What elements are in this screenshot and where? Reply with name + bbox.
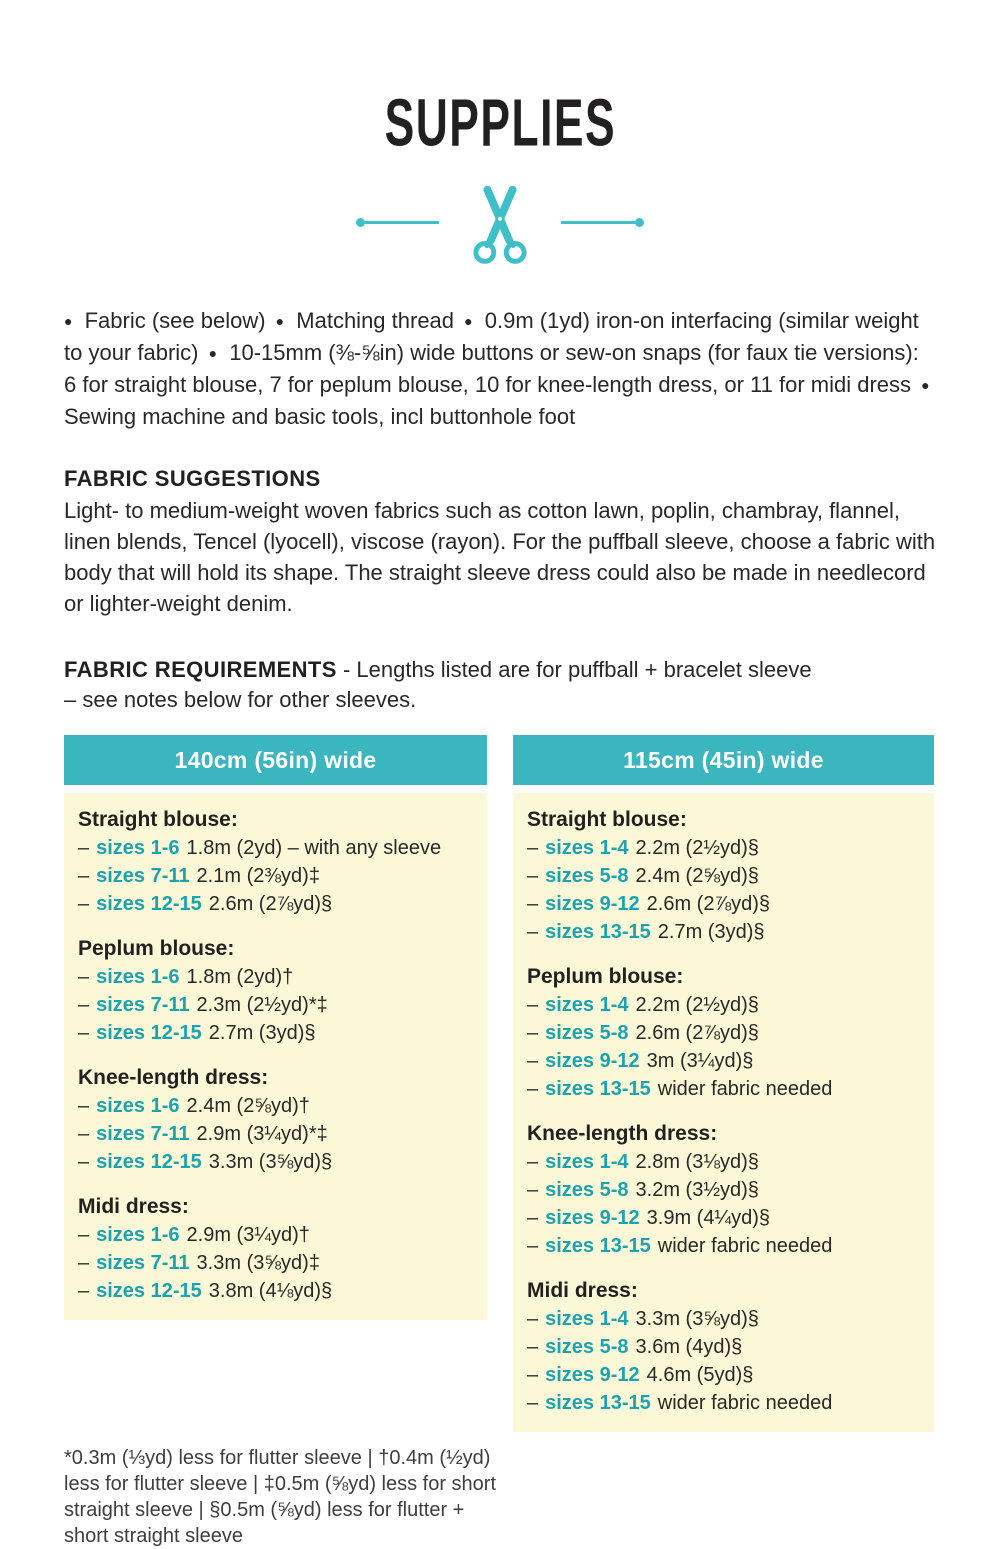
- dash: –: [78, 994, 90, 1016]
- requirement-value: 4.6m (5yd)§: [646, 1364, 754, 1386]
- sizes-label: sizes 1-4: [545, 1151, 629, 1173]
- group-title: Peplum blouse:: [78, 937, 235, 960]
- requirement-group: [527, 963, 920, 1103]
- sizes-label: sizes 13-15: [545, 1235, 651, 1257]
- requirement-value: 2.7m (3yd)§: [657, 921, 765, 943]
- requirement-value: 2.9m (3¼yd)†: [186, 1224, 310, 1246]
- page-title: SUPPLIES: [384, 84, 616, 161]
- requirements-column: [513, 735, 934, 1432]
- column-header: 140cm (56in) wide: [64, 735, 487, 785]
- dash: –: [78, 966, 90, 988]
- dash: –: [78, 1151, 90, 1173]
- requirement-row: [78, 963, 473, 991]
- dash: –: [527, 1022, 539, 1044]
- sizes-label: sizes 9-12: [545, 893, 640, 915]
- requirement-value: 1.8m (2yd)†: [186, 966, 294, 988]
- supplies-item: Matching thread: [296, 308, 455, 333]
- dash: –: [527, 1308, 539, 1330]
- fabric-requirements-heading: [64, 655, 936, 715]
- sizes-label: sizes 1-6: [96, 1095, 180, 1117]
- sizes-label: sizes 13-15: [545, 1392, 651, 1414]
- requirement-row: [527, 1176, 920, 1204]
- sizes-label: sizes 5-8: [545, 1022, 629, 1044]
- requirement-row: [527, 1389, 920, 1417]
- group-title: Peplum blouse:: [527, 965, 684, 988]
- requirement-value: 3.9m (4¼yd)§: [646, 1207, 771, 1229]
- requirement-row: [527, 834, 920, 862]
- requirement-row: [78, 1221, 473, 1249]
- dash: –: [78, 865, 90, 887]
- requirement-value: 2.6m (2⅞yd)§: [208, 893, 333, 915]
- requirement-value: 3m (3¼yd)§: [646, 1050, 754, 1072]
- requirement-value: 2.2m (2½yd)§: [635, 994, 759, 1016]
- supplies-item: Sewing machine and basic tools, incl buttonhole foot: [64, 404, 576, 429]
- dash: –: [78, 1022, 90, 1044]
- requirement-row: [527, 1204, 920, 1232]
- requirement-value: 2.8m (3⅛yd)§: [635, 1151, 759, 1173]
- group-title: Knee-length dress:: [527, 1122, 718, 1145]
- requirement-row: [527, 1232, 920, 1260]
- supplies-item: 0.9m (1yd) iron-on interfacing (similar weight to your fabric): [64, 308, 919, 365]
- sizes-label: sizes 1-6: [96, 966, 180, 988]
- requirement-row: [78, 1249, 473, 1277]
- sizes-label: sizes 9-12: [545, 1050, 640, 1072]
- requirement-value: 2.3m (2½yd)*‡: [196, 994, 328, 1016]
- requirement-row: [527, 1075, 920, 1103]
- sizes-label: sizes 7-11: [96, 865, 190, 887]
- requirement-value: 2.1m (2⅜yd)‡: [196, 865, 320, 887]
- requirement-row: [527, 1148, 920, 1176]
- requirement-value: 2.9m (3¼yd)*‡: [196, 1123, 328, 1145]
- group-title: Midi dress:: [78, 1195, 189, 1218]
- requirement-row: [78, 834, 473, 862]
- dash: –: [527, 1364, 539, 1386]
- sizes-label: sizes 12-15: [96, 1022, 202, 1044]
- dash: –: [527, 1207, 539, 1229]
- dash: –: [527, 837, 539, 859]
- fabric-requirements-title: FABRIC REQUIREMENTS: [64, 657, 337, 682]
- sizes-label: sizes 13-15: [545, 1078, 651, 1100]
- requirement-row: [527, 890, 920, 918]
- bullet-icon: ●: [275, 313, 285, 329]
- group-title: Straight blouse:: [527, 808, 687, 831]
- requirement-row: [527, 862, 920, 890]
- requirement-value: wider fabric needed: [657, 1078, 833, 1100]
- requirement-group: [527, 1120, 920, 1260]
- dash: –: [78, 1252, 90, 1274]
- fabric-suggestions-body: Light- to medium-weight woven fabrics such as cotton lawn, poplin, chambray, flannel, linen blends, Tencel (lyocell), viscose (rayon). For the puffball sleeve, choose a fabric with body that will hold its shape. The straight sleeve dress could also be made in needlecord or lighter-weight denim.: [64, 498, 936, 616]
- dash: –: [78, 893, 90, 915]
- dash: –: [527, 1179, 539, 1201]
- requirement-row: [78, 1120, 473, 1148]
- sizes-label: sizes 5-8: [545, 1336, 629, 1358]
- requirement-row: [78, 890, 473, 918]
- supplies-page: [0, 84, 1000, 1547]
- sizes-label: sizes 12-15: [96, 893, 202, 915]
- divider-dot-left: [356, 218, 365, 227]
- bullet-icon: ●: [64, 313, 73, 329]
- dash: –: [527, 1235, 539, 1257]
- dash: –: [78, 1095, 90, 1117]
- divider-dot-right: [635, 218, 644, 227]
- sizes-label: sizes 12-15: [96, 1151, 202, 1173]
- group-title: Straight blouse:: [78, 808, 238, 831]
- column-panel: [513, 793, 934, 1432]
- column-panel: [64, 793, 487, 1320]
- requirement-value: 2.7m (3yd)§: [208, 1022, 316, 1044]
- sizes-label: sizes 5-8: [545, 865, 629, 887]
- requirement-value: 2.6m (2⅞yd)§: [635, 1022, 759, 1044]
- dash: –: [527, 1336, 539, 1358]
- supplies-item: 10-15mm (⅜-⅝in) wide buttons or sew-on snaps (for faux tie versions): 6 for straight blouse, 7 for peplum blouse, 10 for knee-length dress, or 11 for midi dress: [64, 340, 919, 397]
- sizes-label: sizes 1-4: [545, 1308, 629, 1330]
- dash: –: [78, 1280, 90, 1302]
- requirement-group: [78, 1193, 473, 1305]
- requirement-value: 1.8m (2yd) – with any sleeve: [186, 837, 442, 859]
- requirement-group: [78, 935, 473, 1047]
- requirement-row: [78, 1092, 473, 1120]
- dash: –: [527, 1078, 539, 1100]
- requirement-row: [527, 1333, 920, 1361]
- dash: –: [527, 921, 539, 943]
- sizes-label: sizes 9-12: [545, 1207, 640, 1229]
- requirement-row: [527, 1019, 920, 1047]
- requirement-row: [527, 1047, 920, 1075]
- group-title: Knee-length dress:: [78, 1066, 269, 1089]
- requirement-group: [78, 806, 473, 918]
- requirement-value: 3.3m (3⅝yd)§: [208, 1151, 333, 1173]
- requirement-value: 3.3m (3⅝yd)§: [635, 1308, 759, 1330]
- sizes-label: sizes 7-11: [96, 994, 190, 1016]
- fabric-suggestions-heading: FABRIC SUGGESTIONS: [64, 466, 321, 491]
- requirement-value: 3.6m (4yd)§: [635, 1336, 743, 1358]
- requirement-value: 3.3m (3⅝yd)‡: [196, 1252, 320, 1274]
- requirement-value: 3.8m (4⅛yd)§: [208, 1280, 333, 1302]
- page-title-wrap: [64, 84, 936, 161]
- scissors-icon: [467, 186, 533, 271]
- requirement-group: [78, 1064, 473, 1176]
- sizes-label: sizes 1-4: [545, 994, 629, 1016]
- requirements-column: [64, 735, 487, 1320]
- requirements-columns: [64, 735, 936, 1432]
- requirement-value: 3.2m (3½yd)§: [635, 1179, 759, 1201]
- column-header: 115cm (45in) wide: [513, 735, 934, 785]
- requirement-row: [78, 1148, 473, 1176]
- requirement-row: [527, 1305, 920, 1333]
- requirement-row: [527, 1361, 920, 1389]
- sizes-label: sizes 1-4: [545, 837, 629, 859]
- dash: –: [527, 994, 539, 1016]
- group-title: Midi dress:: [527, 1279, 638, 1302]
- sizes-label: sizes 1-6: [96, 1224, 180, 1246]
- requirement-value: 2.4m (2⅝yd)†: [186, 1095, 310, 1117]
- requirement-row: [78, 862, 473, 890]
- requirement-group: [527, 1277, 920, 1417]
- requirement-row: [78, 1019, 473, 1047]
- sizes-label: sizes 12-15: [96, 1280, 202, 1302]
- requirement-row: [527, 991, 920, 1019]
- requirement-value: wider fabric needed: [657, 1235, 833, 1257]
- sizes-label: sizes 7-11: [96, 1252, 190, 1274]
- dash: –: [527, 1392, 539, 1414]
- supplies-item: Fabric (see below): [84, 308, 266, 333]
- supplies-paragraph: [64, 305, 936, 432]
- dash: –: [527, 865, 539, 887]
- scissors-divider: [64, 179, 936, 265]
- divider-line-left: [365, 221, 439, 224]
- dash: –: [78, 837, 90, 859]
- fabric-requirements-subtitle: - Lengths listed are for puffball + bracelet sleeve: [336, 657, 812, 682]
- bullet-icon: ●: [208, 345, 218, 361]
- dash: –: [78, 1224, 90, 1246]
- requirement-value: 2.4m (2⅝yd)§: [635, 865, 759, 887]
- requirement-value: 2.2m (2½yd)§: [635, 837, 759, 859]
- requirement-row: [78, 1277, 473, 1305]
- sizes-label: sizes 13-15: [545, 921, 651, 943]
- requirement-row: [527, 918, 920, 946]
- sizes-label: sizes 7-11: [96, 1123, 190, 1145]
- bullet-icon: ●: [464, 313, 473, 329]
- fabric-requirements-subtitle-line2: – see notes below for other sleeves.: [64, 687, 417, 712]
- requirements-footnote: *0.3m (⅓yd) less for flutter sleeve | †0.4m (½yd) less for flutter sleeve | ‡0.5m (⅝yd) less for short straight sleeve | §0.5m (⅝yd) less for flutter + short straight sleeve: [64, 1447, 497, 1547]
- divider-line-right: [561, 221, 635, 224]
- dash: –: [78, 1123, 90, 1145]
- sizes-label: sizes 1-6: [96, 837, 180, 859]
- sizes-label: sizes 9-12: [545, 1364, 640, 1386]
- dash: –: [527, 1050, 539, 1072]
- requirement-group: [527, 806, 920, 946]
- dash: –: [527, 1151, 539, 1173]
- requirement-value: 2.6m (2⅞yd)§: [646, 893, 771, 915]
- requirement-value: wider fabric needed: [657, 1392, 833, 1414]
- dash: –: [527, 893, 539, 915]
- requirement-row: [78, 991, 473, 1019]
- sizes-label: sizes 5-8: [545, 1179, 629, 1201]
- bullet-icon: ●: [921, 377, 930, 393]
